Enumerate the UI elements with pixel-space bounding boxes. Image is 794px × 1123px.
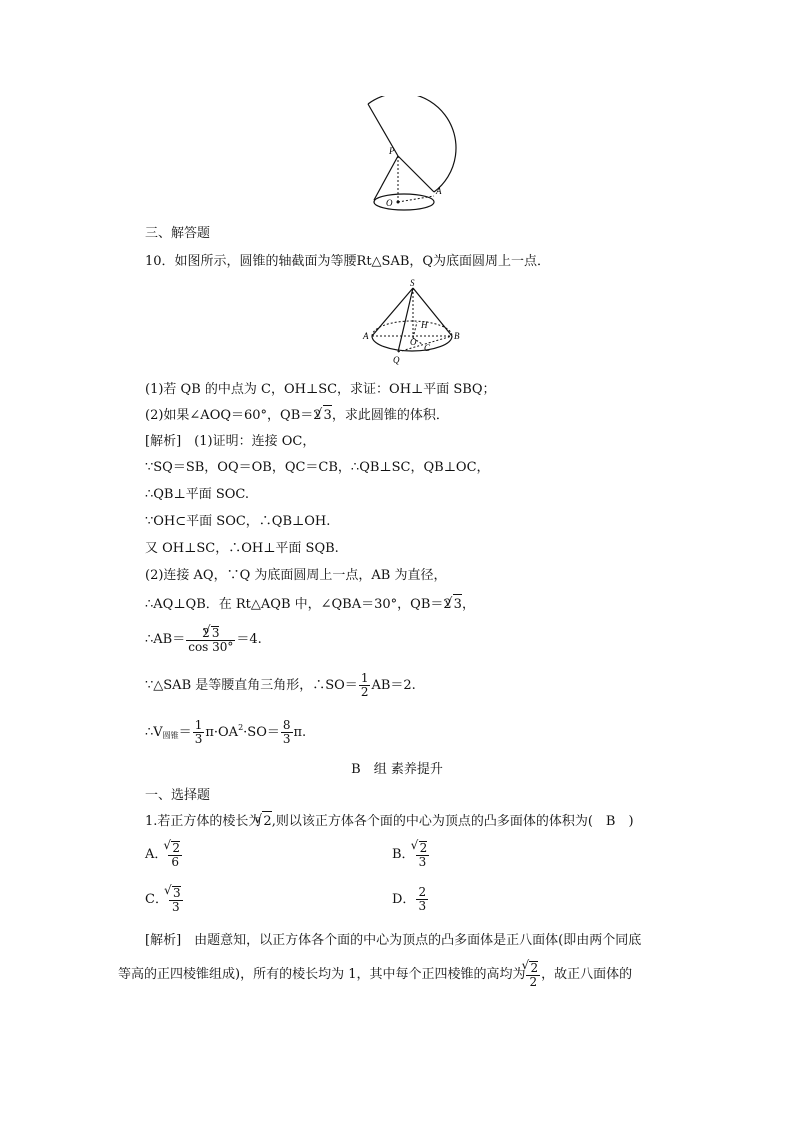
label-s: S (410, 278, 415, 288)
cone-figure (360, 278, 470, 370)
cone-unfolding-figure (360, 96, 470, 216)
section-title-choice: 一、选择题 (145, 788, 211, 803)
part-2: (2)如果∠AOQ＝60°，QB＝2√ 3，求此圆锥的体积． (145, 405, 449, 426)
solution-q1-line-2: 等高的正四棱锥组成)，所有的棱长均为 1，其中每个正四棱锥的高均为 √ $\frac{2}{2}$ ，故正八面体的 (118, 958, 632, 992)
solution-line-4: ∵OH⊂平面 SOC，∴QB⊥OH. (145, 514, 331, 529)
label-b: B (454, 331, 460, 341)
solution-line-2: ∵SQ＝SB，OQ＝OB，QC＝CB，∴QB⊥SC，QB⊥OC， (145, 460, 490, 475)
solution-line-5: 又 OH⊥SC，∴OH⊥平面 SQB. (145, 541, 339, 556)
group-b-title: B 组 素养提升 (351, 762, 443, 777)
option-b: B． √ $\frac{2}{3}$ (392, 838, 430, 872)
solution-line-3: ∴QB⊥平面 SOC. (145, 487, 250, 502)
option-d: D． $\frac{2}{3}$ (392, 885, 427, 913)
label-c: C (424, 343, 431, 353)
solution-line-10: $\therefore V_{圆锥}=$ $\frac{1}{3}$ $\pi\cdot OA^2\cdot SO=$ $\frac{8}{3}$ π. (145, 718, 307, 746)
label-a: A (436, 186, 442, 196)
label-o: O (386, 198, 393, 208)
solution-q1-line-1: [解析] 由题意知，以正方体各个面的中心为顶点的凸多面体是正八面体(即由两个同底 (145, 933, 642, 948)
question-10-stem: 10．如图所示，圆锥的轴截面为等腰Rt△SAB，Q为底面圆周上一点． (145, 254, 551, 269)
label-p: P (389, 146, 395, 156)
label-a: A (363, 331, 369, 341)
option-a: A． √ $\frac{2}{6}$ (145, 838, 183, 872)
solution-line-1: [解析] (1)证明：连接 OC， (145, 434, 316, 449)
option-c: C． √ $\frac{3}{3}$ (145, 883, 184, 917)
solution-line-7: ∴AQ⊥QB．在 Rt△AQB 中，∠QBA＝30°，QB＝2√ 3， (145, 594, 475, 615)
label-h: H (421, 320, 428, 330)
label-q: Q (393, 355, 400, 365)
section-title: 三、解答题 (145, 226, 211, 241)
solution-line-9: ∵△SAB 是等腰直角三角形，∴SO＝ $\frac{1}{2}$ AB＝2. (145, 671, 416, 699)
question-1-stem: 1.若正方体的棱长为√ 2,则以该正方体各个面的中心为顶点的凸多面体的体积为( B ) (145, 811, 634, 832)
part-1: (1)若 QB 的中点为 C，OH⊥SC，求证：OH⊥平面 SBQ； (145, 382, 496, 397)
solution-line-6: (2)连接 AQ，∵Q 为底面圆周上一点，AB 为直径， (145, 568, 447, 583)
solution-line-8: ∴AB＝ $\frac{2√ 3}{\cos 30^\circ}$ ＝4. (145, 625, 262, 655)
label-o: O (410, 337, 417, 347)
